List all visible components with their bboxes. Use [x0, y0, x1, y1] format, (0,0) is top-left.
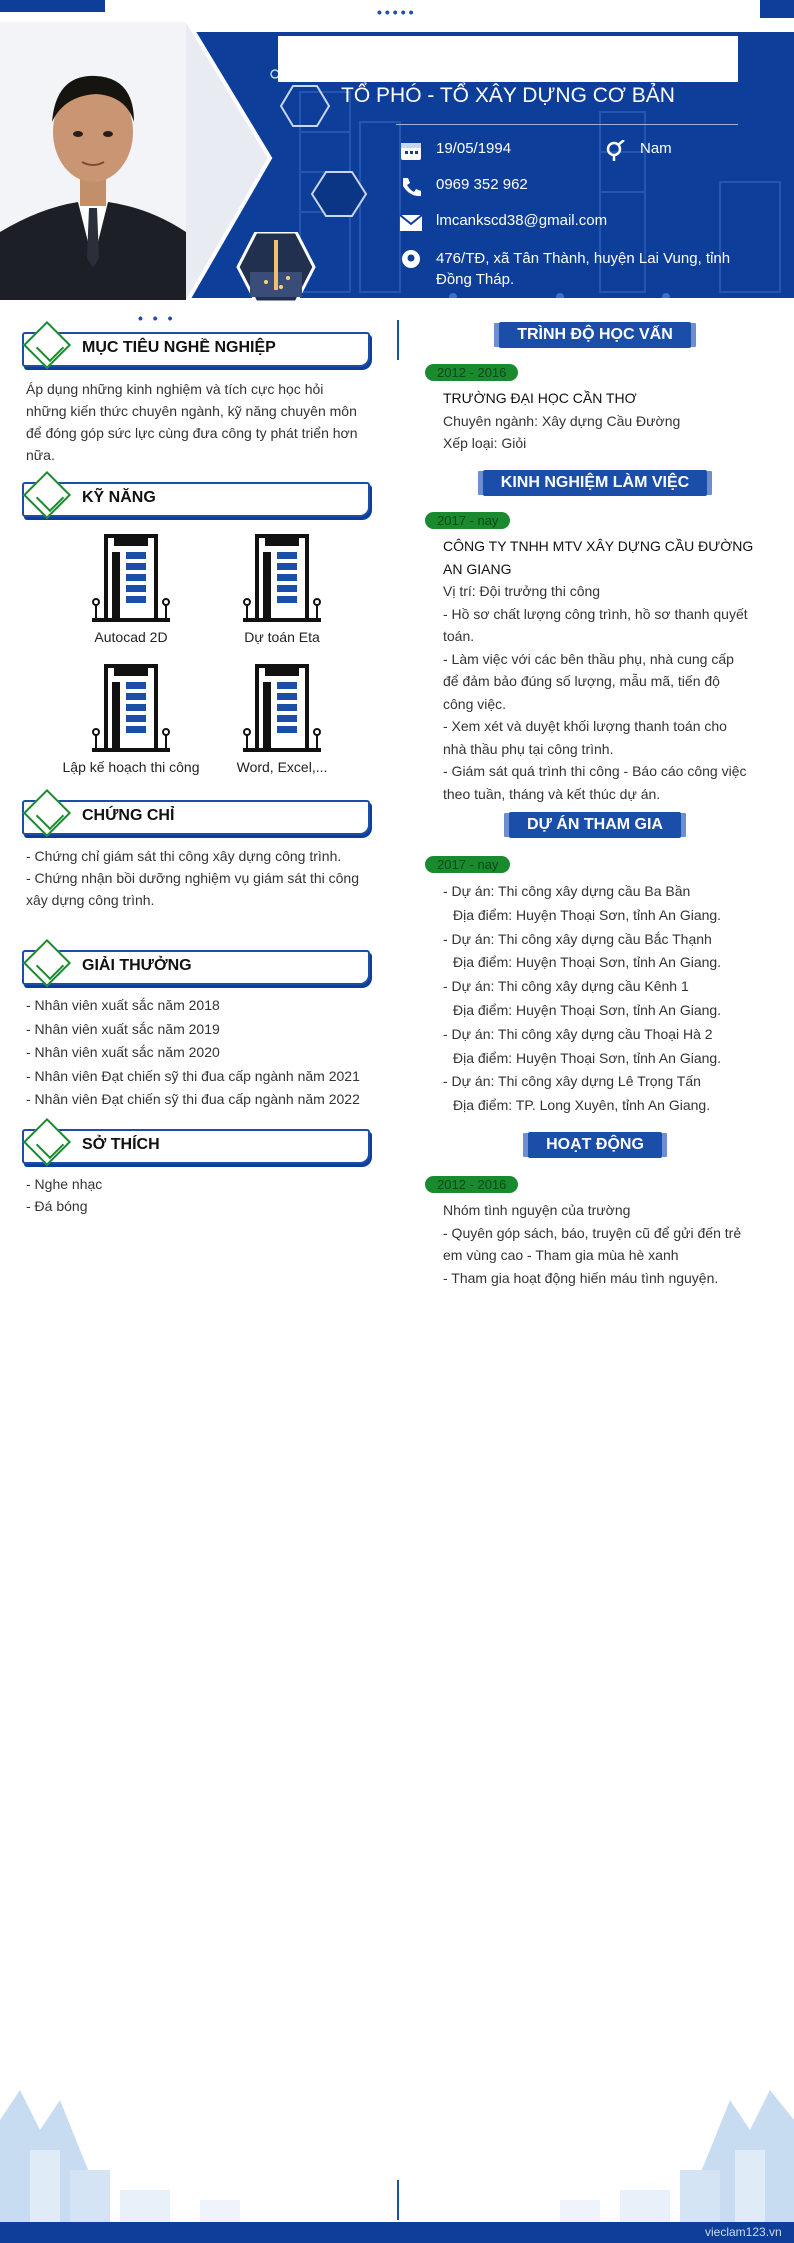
footer-skyline-icon: [0, 2040, 794, 2222]
date-pill: 2017 - nay: [425, 512, 510, 529]
activities-text: [443, 1199, 763, 1289]
project-location: Địa điểm: Huyện Thoại Sơn, tỉnh An Giang.: [453, 906, 722, 923]
project-location: Địa điểm: Huyện Thoại Sơn, tỉnh An Giang.: [453, 954, 722, 971]
experience-line: Vị trí: Đội trưởng thi công: [443, 583, 601, 599]
experience-date: [425, 512, 510, 530]
project-line: - Dự án: Thi công xây dựng Lê Trọng Tấn: [443, 1073, 701, 1090]
skill-item: [51, 660, 211, 775]
objective-title: MỤC TIÊU NGHỀ NGHIỆP: [82, 339, 276, 356]
column-divider-top: [397, 320, 399, 360]
experience-line: theo tuần, tháng và kết thúc dự án.: [443, 785, 661, 802]
hobby-line: - Nghe nhạc: [26, 1176, 103, 1192]
objective-line: Áp dụng những kinh nghiệm và tích cực học hỏi: [26, 381, 324, 397]
major: Chuyên ngành: Xây dựng Cầu Đường: [443, 412, 681, 429]
birthdate-value: 19/05/1994: [436, 140, 512, 157]
email-value: lmcankscd38@gmail.com: [436, 212, 608, 229]
date-pill: 2017 - nay: [425, 856, 510, 873]
project-line: - Dự án: Thi công xây dựng cầu Kênh 1: [443, 978, 689, 995]
awards-heading: [0, 948, 380, 984]
skill-item: [202, 660, 362, 775]
location-icon: [398, 248, 424, 270]
phone-value: 0969 352 962: [436, 176, 528, 193]
project-line: - Dự án: Thi công xây dựng cầu Ba Bần: [443, 883, 691, 899]
activity-line: - Tham gia hoạt động hiến máu tình nguyện.: [443, 1269, 719, 1286]
activities-date: [425, 1176, 518, 1194]
project-line: - Dự án: Thi công xây dựng cầu Thoại Hà 2: [443, 1025, 713, 1042]
experience-line: - Làm việc với các bên thầu phụ, nhà cung cấp: [443, 650, 734, 667]
building-icon: [51, 660, 211, 754]
skills-title: KỸ NĂNG: [82, 489, 156, 506]
projects-title: DỰ ÁN THAM GIA: [509, 812, 681, 838]
experience-line: nhà thầu phụ tại công trình.: [443, 740, 614, 757]
education-title: TRÌNH ĐỘ HỌC VẤN: [499, 322, 691, 348]
project-location: Địa điểm: Huyện Thoại Sơn, tỉnh An Giang.: [453, 1049, 722, 1066]
objective-text: [26, 378, 370, 466]
date-pill: 2012 - 2016: [425, 364, 518, 381]
hobbies-title: SỞ THÍCH: [82, 1136, 160, 1153]
skill-item: [202, 530, 362, 645]
building-icon: [202, 530, 362, 624]
address-line-1: 476/TĐ, xã Tân Thành, huyện Lai Vung, tỉnh: [436, 250, 731, 267]
projects-banner: [410, 812, 780, 842]
education-date: [425, 364, 518, 382]
experience-line: - Xem xét và duyệt khối lượng thanh toán cho: [443, 718, 727, 734]
activities-title: HOẠT ĐỘNG: [528, 1132, 662, 1158]
phone-icon: [398, 176, 424, 198]
city-tower-icon: [236, 232, 316, 302]
award-line: - Nhân viên xuất sắc năm 2019: [26, 1020, 220, 1037]
school-name: TRƯỜNG ĐẠI HỌC CẦN THƠ: [443, 390, 637, 406]
award-line: - Nhân viên xuất sắc năm 2018: [26, 997, 220, 1013]
top-dots-icon: •••••: [377, 4, 417, 20]
award-line: - Nhân viên Đạt chiến sỹ thi đua cấp ngành năm 2021: [26, 1067, 360, 1084]
top-left-bar: [0, 0, 105, 12]
email-icon: [398, 212, 424, 234]
activity-line: em vùng cao - Tham gia mùa hè xanh: [443, 1247, 679, 1263]
skill-label: Dự toán Eta: [244, 629, 320, 645]
photo-frame: [0, 22, 275, 308]
activities-banner: [410, 1132, 780, 1162]
skill-label: Word, Excel,...: [236, 759, 328, 775]
portrait-photo: [0, 22, 275, 308]
watermark: vieclam123.vn: [705, 2225, 782, 2239]
email-row: [398, 212, 607, 234]
title-divider: [396, 124, 738, 125]
certificate-line: xây dựng công trình.: [26, 892, 155, 908]
experience-line: - Hồ sơ chất lượng công trình, hồ sơ thanh quyết: [443, 605, 748, 622]
top-right-bar: [760, 0, 794, 18]
company-line: AN GIANG: [443, 560, 512, 577]
certificates-title: CHỨNG CHỈ: [82, 807, 175, 824]
experience-line: để đảm bảo đúng số lượng, mẫu mã, tiến độ: [443, 673, 720, 689]
birthdate-row: [398, 140, 511, 162]
footer-bar: [0, 2222, 794, 2243]
objective-line: nữa.: [26, 447, 55, 463]
project-location: Địa điểm: TP. Long Xuyên, tỉnh An Giang.: [453, 1097, 711, 1114]
education-banner: [410, 322, 780, 352]
experience-line: toán.: [443, 628, 475, 644]
photo-dots-icon: • • •: [138, 310, 176, 326]
company-line: CÔNG TY TNHH MTV XÂY DỰNG CẦU ĐƯỜNG: [443, 538, 754, 554]
building-icon: [51, 530, 211, 624]
skill-label: Autocad 2D: [94, 629, 168, 645]
activity-line: - Quyên góp sách, báo, truyện cũ để gửi đến trẻ: [443, 1224, 742, 1241]
hobbies-heading: [0, 1127, 380, 1163]
award-line: - Nhân viên xuất sắc năm 2020: [26, 1044, 220, 1060]
hobbies-text: [26, 1173, 376, 1217]
experience-title: KINH NGHIỆM LÀM VIỆC: [483, 470, 707, 496]
certificates-heading: [0, 798, 380, 834]
projects-date: [425, 856, 510, 874]
address-line-2: Đồng Tháp.: [436, 271, 515, 288]
name-box: [278, 36, 738, 82]
job-title: TỔ PHÓ - TỔ XÂY DỰNG CƠ BẢN: [341, 84, 675, 107]
awards-title: GIẢI THƯỞNG: [82, 957, 192, 974]
certificates-text: [26, 845, 376, 911]
objective-line: để đóng góp sức lực cùng đưa công ty phát triển hơn: [26, 425, 358, 441]
rank: Xếp loại: Giỏi: [443, 435, 527, 451]
skill-item: [51, 530, 211, 645]
gender-icon: [602, 140, 628, 162]
activity-line: Nhóm tình nguyện của trường: [443, 1202, 631, 1218]
certificate-line: - Chứng chỉ giám sát thi công xây dựng công trình.: [26, 848, 342, 864]
awards-text: [26, 994, 376, 1112]
experience-banner: [410, 470, 780, 500]
experience-line: - Giám sát quá trình thi công - Báo cáo công việc: [443, 763, 747, 779]
date-pill: 2012 - 2016: [425, 1176, 518, 1193]
gender-row: [602, 140, 672, 162]
hobby-line: - Đá bóng: [26, 1198, 88, 1214]
project-line: - Dự án: Thi công xây dựng cầu Bắc Thạnh: [443, 930, 712, 947]
gender-value: Nam: [640, 140, 672, 157]
project-location: Địa điểm: Huyện Thoại Sơn, tỉnh An Giang.: [453, 1001, 722, 1018]
award-line: - Nhân viên Đạt chiến sỹ thi đua cấp ngành năm 2022: [26, 1091, 360, 1107]
calendar-icon: [398, 140, 424, 162]
phone-row: [398, 176, 528, 198]
experience-text: [443, 535, 763, 805]
objective-heading: [0, 330, 380, 366]
experience-line: công việc.: [443, 695, 507, 712]
skills-heading: [0, 480, 380, 516]
skill-label: Lập kế hoạch thi công: [62, 759, 200, 775]
address-row: [398, 248, 738, 290]
objective-line: những kiến thức chuyên ngành, kỹ năng chuyên môn: [26, 403, 357, 419]
education-text: [443, 387, 783, 455]
building-icon: [202, 660, 362, 754]
projects-text: [443, 880, 783, 1118]
certificate-line: - Chứng nhận bồi dưỡng nghiệm vụ giám sát thi công: [26, 870, 360, 886]
